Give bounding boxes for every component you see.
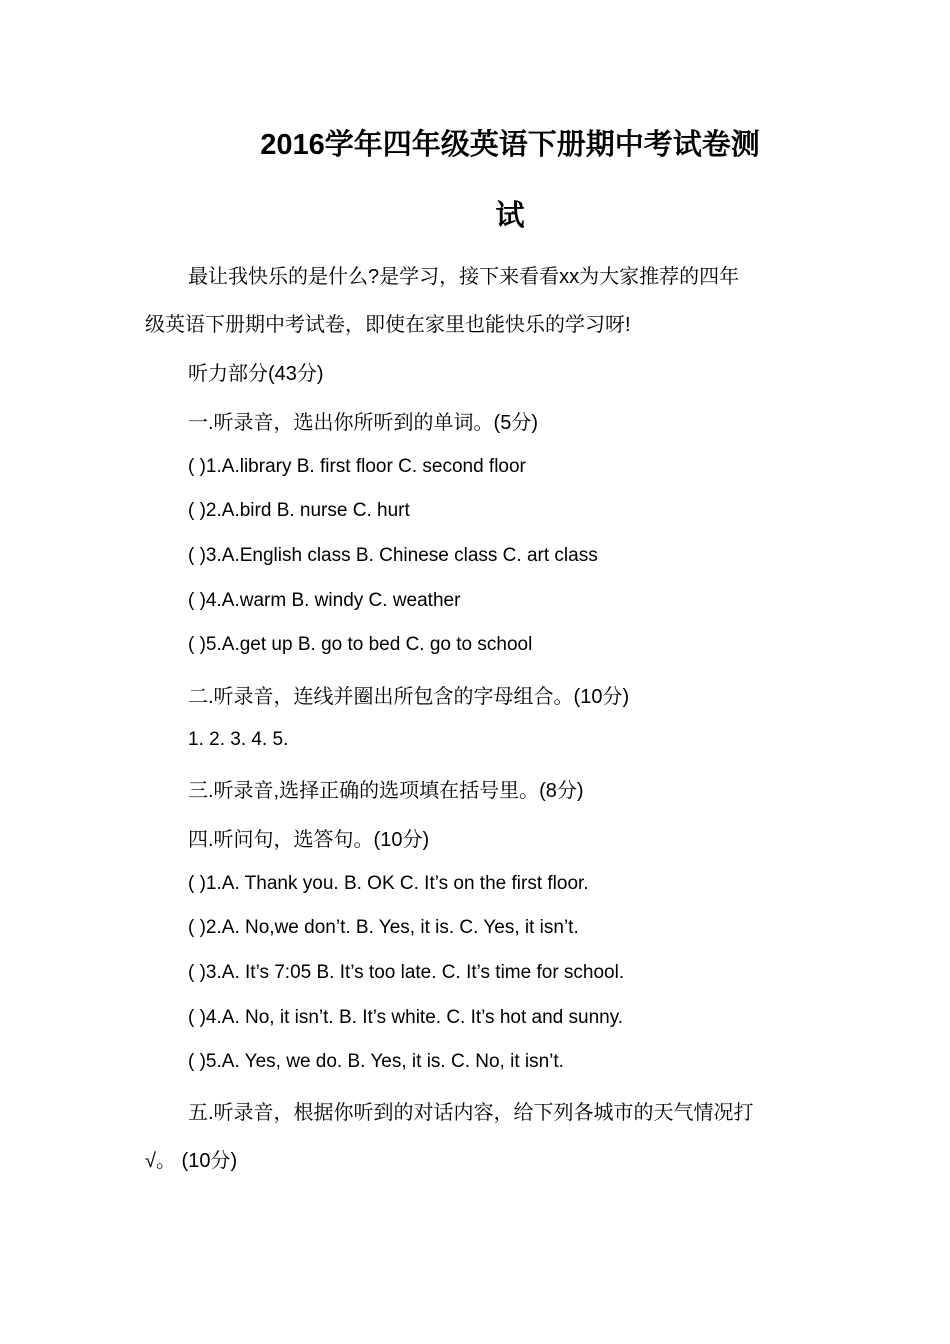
intro-paragraph: 最让我快乐的是什么?是学习，接下来看看xx为大家推荐的四年	[188, 266, 740, 288]
section4-item: ( )2.A. No,we don’t. B. Yes, it is. C. Yes, it isn’t.	[188, 917, 579, 938]
section1-heading: 一.听录音，选出你所听到的单词。(5分)	[188, 412, 538, 434]
section1-item: ( )3.A.English class B. Chinese class C. art class	[188, 545, 598, 566]
section2-heading: 二.听录音，连线并圈出所包含的字母组合。(10分)	[188, 686, 630, 708]
section4-item: ( )5.A. Yes, we do. B. Yes, it is. C. No, it isn’t.	[188, 1051, 564, 1072]
listening-heading: 听力部分(43分)	[188, 363, 324, 385]
section4-item: ( )1.A. Thank you. B. OK C. It’s on the first floor.	[188, 873, 589, 894]
section3-heading: 三.听录音,选择正确的选项填在括号里。(8分)	[188, 780, 584, 802]
section2-numbers: 1. 2. 3. 4. 5.	[188, 729, 289, 750]
section1-item: ( )5.A.get up B. go to bed C. go to school	[188, 634, 533, 655]
section5-heading-continued: √。 (10分)	[145, 1150, 238, 1172]
document-title-continued: 试	[495, 200, 525, 232]
section4-heading: 四.听问句，选答句。(10分)	[188, 829, 430, 851]
section4-item: ( )3.A. It’s 7:05 B. It’s too late. C. It’s time for school.	[188, 962, 625, 983]
section4-item: ( )4.A. No, it isn’t. B. It’s white. C. It’s hot and sunny.	[188, 1007, 624, 1028]
section1-item: ( )1.A.library B. first floor C. second floor	[188, 456, 526, 477]
section1-item: ( )4.A.warm B. windy C. weather	[188, 590, 461, 611]
section1-item: ( )2.A.bird B. nurse C. hurt	[188, 500, 410, 521]
section5-heading: 五.听录音，根据你听到的对话内容，给下列各城市的天气情况打	[188, 1102, 754, 1124]
intro-paragraph-continued: 级英语下册期中考试卷，即使在家里也能快乐的学习呀!	[145, 314, 631, 336]
document-title: 2016学年四年级英语下册期中考试卷测	[260, 129, 760, 161]
